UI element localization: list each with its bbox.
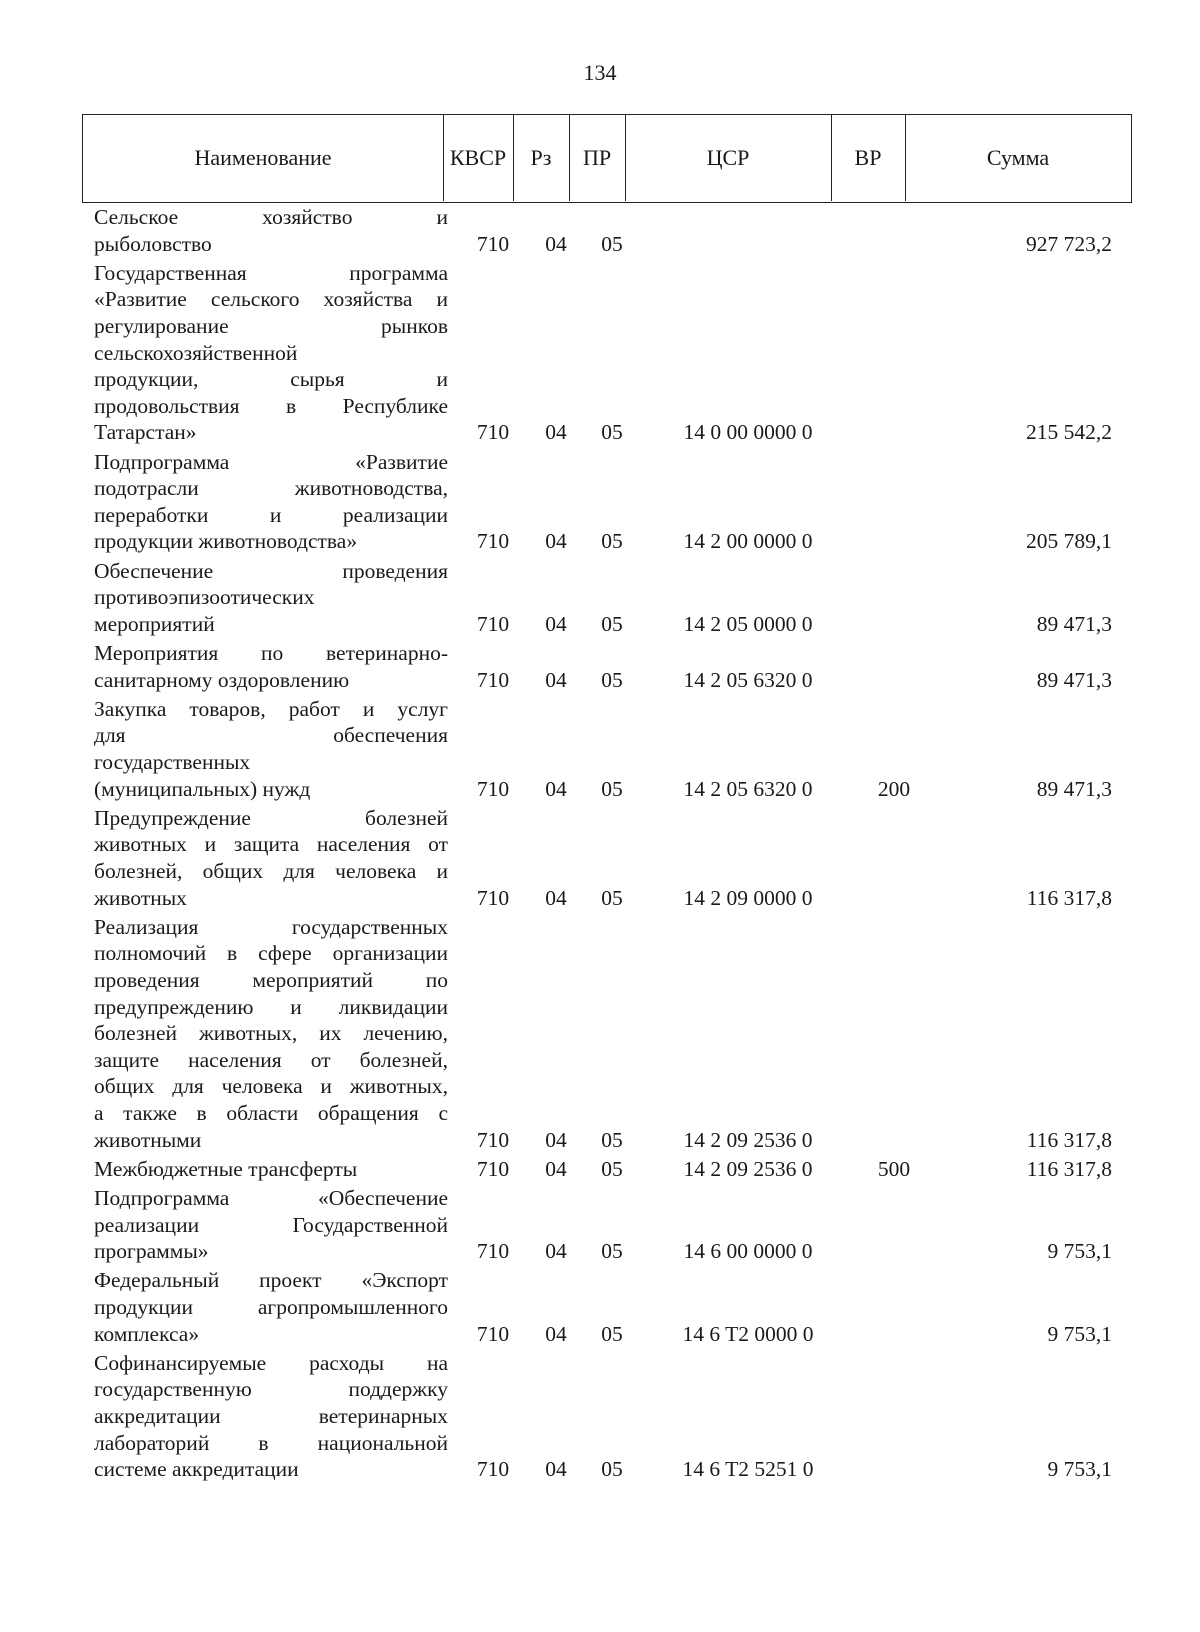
row-name-line: комплекса»: [94, 1321, 200, 1346]
row-name-line: лабораторий в национальной: [94, 1430, 448, 1455]
row-rz: 04: [545, 1457, 567, 1482]
row-name-line: продукции агропромышленного: [94, 1294, 448, 1319]
table-row: [0, 696, 1200, 802]
row-rz: 04: [545, 776, 567, 801]
row-name-line: проведения мероприятий по: [94, 967, 448, 992]
row-kvsr: 710: [476, 1321, 510, 1346]
row-name-line: санитарному оздоровлению: [94, 667, 350, 692]
row-name-line: Закупка товаров, работ и услуг: [94, 696, 448, 721]
row-sum: 927 723,2: [1026, 231, 1112, 256]
row-sum: 89 471,3: [1036, 611, 1112, 636]
row-csr: 14 6 T2 5251 0: [682, 1457, 814, 1482]
page-number: 134: [583, 60, 617, 85]
row-kvsr: 710: [476, 1127, 510, 1152]
row-name-line: регулирование рынков: [94, 313, 448, 338]
row-name: [94, 260, 448, 446]
row-name-line: животных и защита населения от: [94, 832, 448, 857]
table-row: [0, 558, 1200, 638]
table-row: [0, 1267, 1200, 1347]
row-kvsr: 710: [476, 231, 510, 256]
row-name-line: продукции, сырья и: [94, 367, 448, 392]
row-name-line: Реализация государственных: [94, 914, 448, 939]
row-rz: 04: [545, 231, 567, 256]
row-pr: 05: [601, 1321, 623, 1346]
row-name-line: болезней животных, их лечению,: [94, 1021, 448, 1046]
header-kvsr: КВСР: [449, 145, 507, 170]
table-row: [0, 204, 1200, 257]
row-kvsr: 710: [476, 611, 510, 636]
table-row: [0, 1350, 1200, 1483]
row-name: [94, 1267, 448, 1347]
table-row: [0, 260, 1200, 446]
row-kvsr: 710: [476, 1457, 510, 1482]
row-csr: 14 6 T2 0000 0: [682, 1321, 814, 1346]
row-name-line: полномочий в сфере организации: [94, 941, 448, 966]
row-sum: 9 753,1: [1047, 1457, 1112, 1482]
row-name-line: Подпрограмма «Обеспечение: [94, 1186, 448, 1210]
row-csr: 14 2 00 0000 0: [683, 529, 813, 554]
row-name-line: болезней, общих для человека и: [94, 858, 448, 883]
row-kvsr: 710: [476, 529, 510, 554]
row-rz: 04: [545, 420, 567, 445]
row-rz: 04: [545, 529, 567, 554]
row-name-line: Мероприятия по ветеринарно-: [94, 641, 448, 665]
row-name-line: противоэпизоотических: [94, 585, 315, 610]
row-rz: 04: [545, 611, 567, 636]
row-name-line: Федеральный проект «Экспорт: [94, 1268, 448, 1293]
row-name-line: Сельское хозяйство и: [94, 205, 448, 229]
header-pr: ПР: [582, 145, 612, 170]
row-name-line: Софинансируемые расходы на: [94, 1350, 448, 1375]
row-pr: 05: [601, 1239, 623, 1264]
row-name-line: государственную поддержку: [94, 1377, 448, 1402]
row-name-line: программы»: [94, 1239, 209, 1264]
row-rz: 04: [545, 1127, 567, 1152]
row-pr: 05: [601, 231, 623, 256]
header-csr: ЦСР: [706, 145, 750, 170]
row-sum: 116 317,8: [1026, 1156, 1112, 1181]
row-csr: 14 2 09 0000 0: [683, 885, 813, 910]
row-csr: 14 2 05 6320 0: [683, 667, 813, 692]
row-csr: 14 2 09 2536 0: [683, 1156, 813, 1181]
row-name-line: мероприятий: [94, 611, 215, 636]
row-sum: 116 317,8: [1026, 885, 1112, 910]
row-name-line: предупреждению и ликвидации: [94, 994, 448, 1019]
row-name: [94, 696, 448, 802]
row-sum: 205 789,1: [1026, 529, 1112, 554]
row-kvsr: 710: [476, 776, 510, 801]
row-name-line: Государственная программа: [94, 260, 448, 285]
row-name-line: продовольствия в Республике: [94, 393, 448, 418]
header-name: Наименование: [194, 145, 332, 170]
row-vr: 200: [877, 776, 911, 801]
row-name: [94, 640, 448, 693]
row-csr: 14 2 09 2536 0: [683, 1127, 813, 1152]
row-sum: 215 542,2: [1026, 420, 1112, 445]
row-name-line: подотрасли животноводства,: [94, 476, 448, 501]
row-kvsr: 710: [476, 420, 510, 445]
table-row: [0, 1185, 1200, 1265]
header-sum: Сумма: [986, 145, 1050, 170]
header-rz: Рз: [530, 145, 552, 170]
row-kvsr: 710: [476, 1156, 510, 1181]
row-pr: 05: [601, 1457, 623, 1482]
row-name-line: рыболовство: [94, 231, 212, 256]
table-row: [0, 805, 1200, 911]
row-kvsr: 710: [476, 885, 510, 910]
row-sum: 9 753,1: [1047, 1321, 1112, 1346]
row-name: [94, 449, 448, 555]
table-row: [0, 449, 1200, 555]
row-name-line: системе аккредитации: [94, 1457, 299, 1482]
row-name-line: (муниципальных) нужд: [94, 776, 311, 801]
row-name: [94, 204, 448, 257]
row-name-line: защите населения от болезней,: [94, 1047, 448, 1072]
row-kvsr: 710: [476, 1239, 510, 1264]
row-name-line: Предупреждение болезней: [94, 805, 448, 830]
row-sum: 89 471,3: [1036, 776, 1112, 801]
row-name: [94, 1156, 448, 1183]
row-name-line: Обеспечение проведения: [94, 558, 448, 583]
row-pr: 05: [601, 1156, 623, 1181]
row-rz: 04: [545, 1156, 567, 1181]
row-name-line: общих для человека и животных,: [94, 1074, 448, 1099]
row-pr: 05: [601, 1127, 623, 1152]
row-rz: 04: [545, 1321, 567, 1346]
row-kvsr: 710: [476, 667, 510, 692]
row-sum: 9 753,1: [1047, 1239, 1112, 1264]
table-header: [82, 114, 1132, 203]
table-row: [0, 1156, 1200, 1183]
row-rz: 04: [545, 667, 567, 692]
row-name-line: продукции животноводства»: [94, 529, 358, 554]
row-pr: 05: [601, 776, 623, 801]
header-vr: ВР: [854, 145, 882, 170]
row-sum: 89 471,3: [1036, 667, 1112, 692]
row-pr: 05: [601, 529, 623, 554]
row-csr: 14 0 00 0000 0: [683, 420, 813, 445]
row-name-line: переработки и реализации: [94, 502, 448, 527]
row-name: [94, 558, 448, 638]
row-name-line: животных: [94, 885, 187, 910]
row-name-line: государственных: [94, 749, 251, 774]
row-name-line: аккредитации ветеринарных: [94, 1403, 448, 1428]
row-pr: 05: [601, 611, 623, 636]
row-sum: 116 317,8: [1026, 1127, 1112, 1152]
row-name-line: а также в области обращения с: [94, 1100, 448, 1125]
row-name-line: реализации Государственной: [94, 1212, 448, 1237]
row-name: [94, 914, 448, 1153]
row-rz: 04: [545, 1239, 567, 1264]
row-pr: 05: [601, 667, 623, 692]
row-name-line: Межбюджетные трансферты: [94, 1156, 358, 1181]
row-csr: 14 2 05 0000 0: [683, 611, 813, 636]
row-pr: 05: [601, 420, 623, 445]
table-row: [0, 914, 1200, 1153]
table-row: [0, 640, 1200, 693]
row-name-line: для обеспечения: [94, 723, 448, 748]
row-pr: 05: [601, 885, 623, 910]
row-csr: 14 2 05 6320 0: [683, 776, 813, 801]
row-name-line: Подпрограмма «Развитие: [94, 449, 448, 474]
row-name-line: животными: [94, 1127, 202, 1152]
row-name-line: «Развитие сельского хозяйства и: [94, 287, 448, 312]
row-name: [94, 1350, 448, 1483]
row-name-line: сельскохозяйственной: [94, 340, 298, 365]
row-name: [94, 1185, 448, 1265]
row-name-line: Татарстан»: [94, 420, 197, 445]
row-name: [94, 805, 448, 911]
row-vr: 500: [877, 1156, 911, 1181]
row-rz: 04: [545, 885, 567, 910]
row-csr: 14 6 00 0000 0: [683, 1239, 813, 1264]
